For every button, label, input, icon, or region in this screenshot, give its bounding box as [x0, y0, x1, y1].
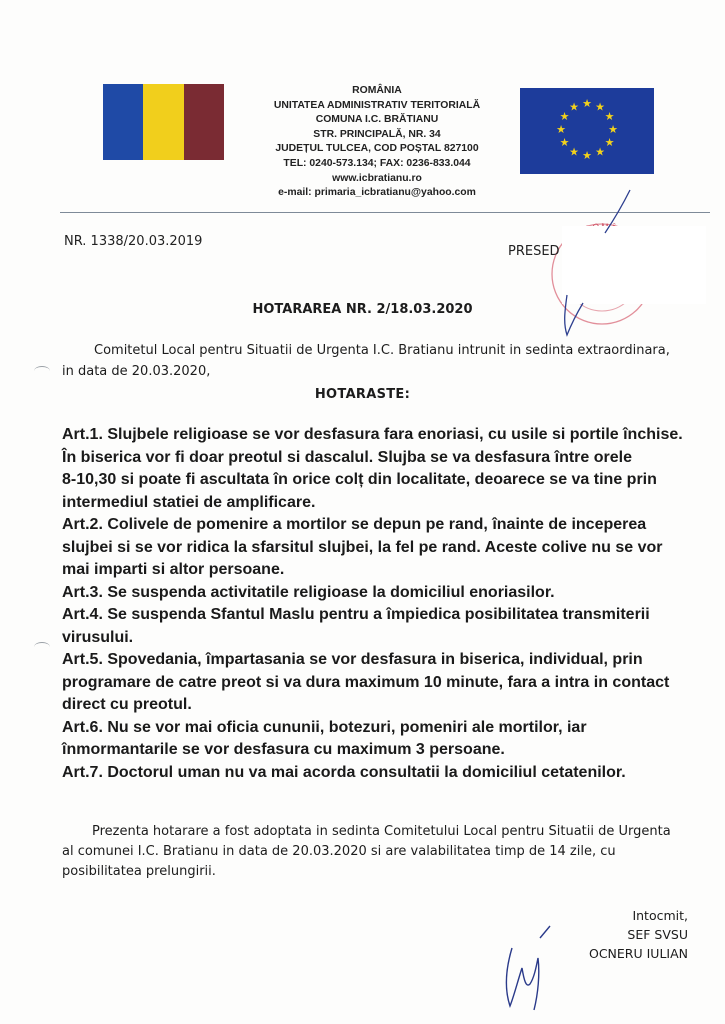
- header-line-website: www.icbratianu.ro: [332, 172, 422, 184]
- svg-text:★: ★: [604, 110, 615, 123]
- handwritten-signature: [498, 918, 568, 1014]
- header-line-county: JUDEȚUL TULCEA, COD POȘTAL 827100: [275, 143, 479, 155]
- svg-text:★: ★: [559, 110, 570, 123]
- president-signature: [555, 185, 645, 345]
- svg-text:★: ★: [569, 145, 579, 159]
- header-line-country: ROMÂNIA: [352, 85, 402, 96]
- header-line-email: e-mail: primaria_icbratianu@yahoo.com: [278, 187, 476, 199]
- signature-prepared-by: Intocmit,: [632, 908, 688, 923]
- article-6: Art.6. Nu se vor mai oficia cununii, botezuri, pomeniri ale mortilor, iar înmormantarile se vor desfasura cu maximum 3 persoane.: [62, 718, 587, 758]
- flag-stripe-blue: [103, 84, 143, 160]
- article-1: Art.1. Slujbele religioase se vor desfasura fara enoriasi, cu usile si portile închise. În biserica vor fi doar preotul si dascalul. Slujba se va desfasura între orele 8-10,30 si poate fi ascultata în orice colț din localitate, deoarece se va tine prin intermediul statiei de amplificare.: [62, 426, 683, 511]
- president-label: PRESED: [508, 244, 560, 259]
- svg-text:★: ★: [582, 97, 592, 110]
- closing-line-1: Prezenta hotarare a fost adoptata in sedinta Comitetului Local pentru Situatii de Urgenta: [92, 824, 671, 839]
- header-line-phone: TEL: 0240-573.134; FAX: 0236-833.044: [283, 157, 471, 169]
- closing-paragraph: [62, 822, 712, 882]
- decision-title: HOTARAREA NR. 2/18.03.2020: [252, 302, 473, 317]
- intro-line-1: Comitetul Local pentru Situatii de Urgenta I.C. Bratianu intrunit in sedinta extraordinara,: [94, 343, 670, 358]
- intro-paragraph: [62, 340, 712, 382]
- punch-hole-mark: [34, 642, 50, 652]
- article-5: Art.5. Spovedania, împartasania se vor desfasura in biserica, individual, prin programare de catre preot si va dura maximum 10 minute, fara a intra in contact direct cu preotul.: [62, 651, 670, 713]
- article-2: Art.2. Colivele de pomenire a mortilor se depun pe rand, înainte de inceperea slujbei si se vor ridica la sfarsitul slujbei, la fel pe rand. Aceste colive nu se vor mai imparti si altor persoane.: [62, 516, 663, 578]
- svg-text:★: ★: [595, 100, 605, 114]
- svg-text:★: ★: [604, 136, 615, 149]
- punch-hole-mark: [34, 366, 50, 376]
- intro-line-2: in data de 20.03.2020,: [62, 364, 211, 379]
- header-line-commune: COMUNA I.C. BRĂTIANU: [315, 114, 439, 126]
- flag-stripe-yellow: [143, 84, 183, 160]
- header-line-street: STR. PRINCIPALĂ, NR. 34: [313, 128, 441, 140]
- article-7: Art.7. Doctorul uman nu va mai acorda consultatii la domiciliul cetatenilor.: [62, 763, 626, 781]
- header-line-unit: UNITATEA ADMINISTRATIV TERITORIALĂ: [273, 99, 481, 111]
- svg-text:★: ★: [569, 100, 579, 114]
- signature-role: SEF SVSU: [627, 927, 688, 942]
- flag-stripe-red: [184, 84, 224, 160]
- registration-number: NR. 1338/20.03.2019: [64, 234, 203, 249]
- institution-header: [232, 84, 522, 201]
- closing-line-2: al comunei I.C. Bratianu in data de 20.03.2020 si are valabilitatea timp de 14 zile, cu: [62, 844, 616, 859]
- articles-list: [62, 424, 692, 784]
- svg-text:★: ★: [556, 123, 566, 136]
- article-4: Art.4. Se suspenda Sfantul Maslu pentru a împiedica posibilitatea transmiterii virusului.: [62, 606, 650, 646]
- article-3: Art.3. Se suspenda activitatile religioase la domiciliul enoriasilor.: [62, 583, 555, 601]
- romania-flag: [103, 84, 224, 160]
- decision-heading: HOTARASTE:: [314, 387, 411, 402]
- signature-name: OCNERU IULIAN: [588, 946, 688, 961]
- svg-text:★: ★: [595, 145, 605, 159]
- eu-stars-icon: [520, 88, 654, 174]
- closing-line-3: posibilitatea prelungirii.: [62, 864, 216, 879]
- svg-text:★: ★: [559, 136, 570, 149]
- eu-flag: [520, 88, 654, 174]
- signature-block: [558, 906, 688, 963]
- svg-text:★: ★: [582, 149, 592, 162]
- svg-text:★: ★: [608, 123, 618, 136]
